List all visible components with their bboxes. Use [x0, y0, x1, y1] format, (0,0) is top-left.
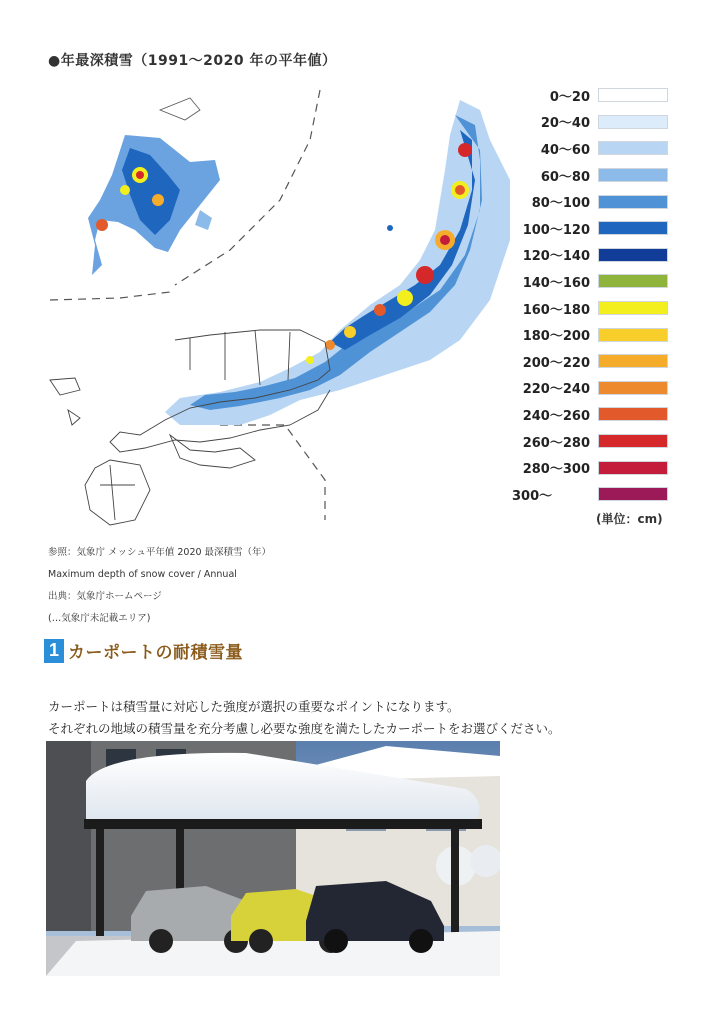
- legend-row: [508, 454, 668, 481]
- legend-label: 60～80: [540, 169, 590, 185]
- legend-swatch: [598, 434, 668, 448]
- legend-label: 220～240: [522, 382, 590, 398]
- carport-photo: [46, 741, 500, 976]
- body-text: [48, 696, 561, 740]
- legend-swatch: [598, 195, 668, 209]
- legend-swatch: [598, 248, 668, 262]
- legend-label: 260～280: [522, 435, 590, 451]
- legend-label: 120～140: [522, 249, 590, 265]
- legend-label: 300～: [512, 488, 553, 504]
- english-caption: Maximum depth of snow cover / Annual: [48, 569, 237, 580]
- legend-swatch: [598, 141, 668, 155]
- legend-swatch: [598, 221, 668, 235]
- legend-swatch: [598, 328, 668, 342]
- legend-row: [508, 348, 668, 375]
- body-line-2: それぞれの地域の積雪量を充分考慮し必要な強度を満たしたカーポートをお選びください。: [48, 721, 561, 736]
- legend-swatch: [598, 487, 668, 501]
- honshu-snow-region: [165, 100, 510, 425]
- legend-label: 80～100: [531, 196, 590, 212]
- hokkaido-region: [88, 98, 220, 275]
- legend-row: [508, 481, 668, 508]
- legend-label: 280～300: [522, 462, 590, 478]
- reference-note: 参照：気象庁 メッシュ平年値 2020 最深積雪（年）: [48, 547, 272, 558]
- legend-row: [508, 109, 668, 136]
- section-heading: [44, 638, 243, 663]
- unit-label: (単位：cm): [596, 512, 663, 526]
- legend-swatch: [598, 88, 668, 102]
- legend-label: 0～20: [549, 89, 590, 105]
- legend-swatch: [598, 168, 668, 182]
- section-number: 1: [44, 639, 64, 663]
- legend-swatch: [598, 115, 668, 129]
- western-japan-outline: [50, 330, 330, 525]
- legend-row: [508, 82, 668, 109]
- legend-row: [508, 135, 668, 162]
- legend-row: [508, 295, 668, 322]
- legend-label: 140～160: [522, 275, 590, 291]
- legend-swatch: [598, 381, 668, 395]
- map-title: ●年最深積雪（1991～2020 年の平年値）: [48, 53, 337, 69]
- legend-row: [508, 375, 668, 402]
- body-line-1: カーポートは積雪量に対応した強度が選択の重要なポイントになります。: [48, 699, 460, 714]
- legend-label: 20～40: [540, 116, 590, 132]
- legend-swatch: [598, 407, 668, 421]
- legend-row: [508, 321, 668, 348]
- legend-row: [508, 215, 668, 242]
- legend-label: 160～180: [522, 302, 590, 318]
- snow-depth-map: [40, 80, 520, 530]
- legend-row: [508, 268, 668, 295]
- legend-row: [508, 242, 668, 269]
- source-note: 出典：気象庁ホームページ: [48, 591, 162, 602]
- legend-swatch: [598, 354, 668, 368]
- legend-label: 200～220: [522, 355, 590, 371]
- legend-swatch: [598, 274, 668, 288]
- legend-row: [508, 162, 668, 189]
- legend-label: 180～200: [522, 329, 590, 345]
- unrecorded-note: (…気象庁未記載エリア): [48, 613, 151, 624]
- legend-swatch: [598, 301, 668, 315]
- legend-row: [508, 428, 668, 455]
- legend: [508, 82, 668, 508]
- legend-row: [508, 188, 668, 215]
- legend-swatch: [598, 461, 668, 475]
- legend-row: [508, 401, 668, 428]
- section-title: カーポートの耐積雪量: [68, 643, 243, 663]
- source-notes: [48, 542, 271, 630]
- legend-label: 240～260: [522, 408, 590, 424]
- legend-label: 100～120: [522, 222, 590, 238]
- legend-label: 40～60: [540, 142, 590, 158]
